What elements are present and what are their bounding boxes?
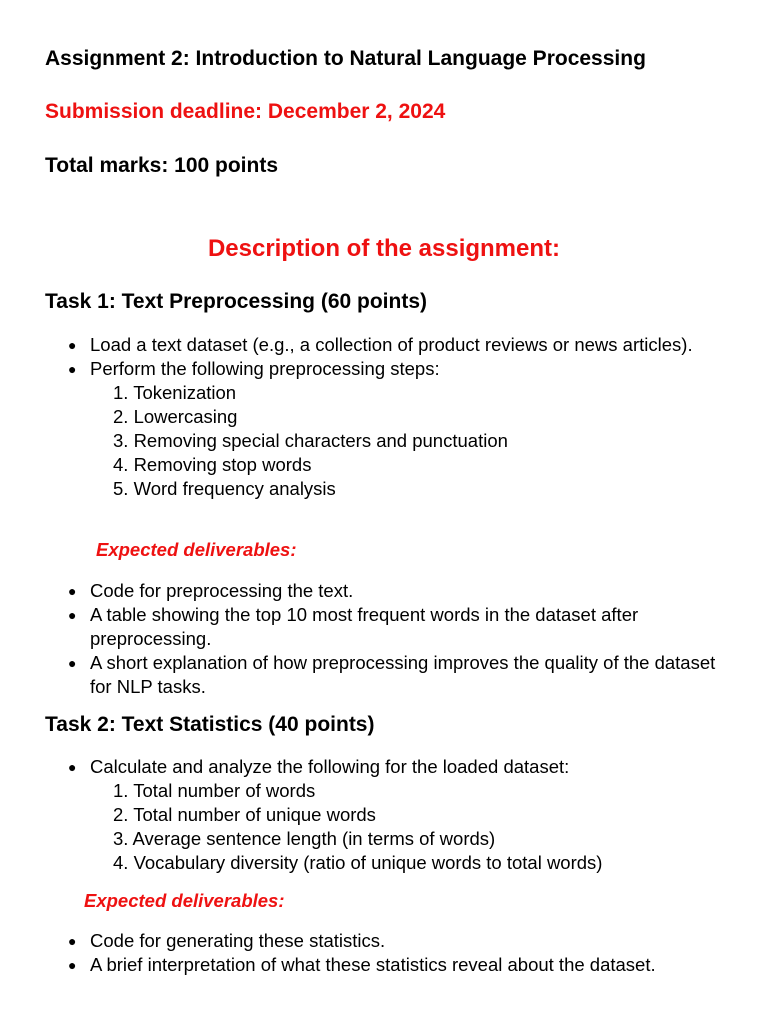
list-item-text: Code for preprocessing the text. — [90, 580, 354, 601]
step-item: 3. Average sentence length (in terms of words) — [113, 828, 496, 849]
list-item — [68, 357, 718, 501]
list-item — [68, 579, 718, 603]
total-marks: Total marks: 100 points — [45, 154, 279, 177]
task2-heading: Task 2: Text Statistics (40 points) — [45, 713, 375, 736]
list-item-text: Code for generating these statistics. — [90, 930, 386, 951]
bullet-icon: ● — [68, 361, 77, 377]
task1-deliverables-list — [68, 579, 718, 699]
task2-steps-list — [90, 779, 718, 875]
step-item: 5. Word frequency analysis — [113, 478, 336, 499]
list-item-text: A short explanation of how preprocessing improves the quality of the dataset for NLP tasks. — [90, 652, 716, 697]
task1-bullet-list — [68, 333, 718, 501]
bullet-icon: ● — [68, 337, 77, 353]
step-item: 1. Tokenization — [113, 382, 237, 403]
step-item: 1. Total number of words — [113, 780, 316, 801]
task2-bullet-list — [68, 755, 718, 875]
bullet-icon: ● — [68, 759, 77, 775]
list-item-text: Calculate and analyze the following for the loaded dataset: — [90, 756, 570, 777]
list-item-text: A brief interpretation of what these statistics reveal about the dataset. — [90, 954, 656, 975]
task2-deliverables-label: Expected deliverables: — [84, 890, 285, 911]
bullet-icon: ● — [68, 957, 77, 973]
list-item — [68, 953, 718, 977]
bullet-icon: ● — [68, 933, 77, 949]
step-item: 4. Removing stop words — [113, 454, 312, 475]
list-item-text: Perform the following preprocessing steps: — [90, 358, 440, 379]
bullet-icon: ● — [68, 583, 77, 599]
list-item — [68, 333, 718, 357]
step-item: 2. Lowercasing — [113, 406, 238, 427]
task2-deliverables-list — [68, 929, 718, 977]
bullet-icon: ● — [68, 655, 77, 671]
task1-deliverables-label: Expected deliverables: — [96, 539, 297, 560]
step-item: 2. Total number of unique words — [113, 804, 376, 825]
step-item: 3. Removing special characters and punctuation — [113, 430, 508, 451]
assignment-title: Assignment 2: Introduction to Natural Language Processing — [45, 47, 646, 70]
list-item-text: A table showing the top 10 most frequent words in the dataset after preprocessing. — [90, 604, 639, 649]
step-item: 4. Vocabulary diversity (ratio of unique words to total words) — [113, 852, 603, 873]
bullet-icon: ● — [68, 607, 77, 623]
task1-steps-list — [90, 381, 718, 501]
description-heading: Description of the assignment: — [207, 235, 561, 262]
list-item — [68, 929, 718, 953]
list-item-text: Load a text dataset (e.g., a collection of product reviews or news articles). — [90, 334, 693, 355]
list-item — [68, 651, 718, 699]
list-item — [68, 603, 718, 651]
task1-heading: Task 1: Text Preprocessing (60 points) — [45, 290, 427, 313]
list-item — [68, 755, 718, 875]
submission-deadline: Submission deadline: December 2, 2024 — [45, 100, 446, 123]
